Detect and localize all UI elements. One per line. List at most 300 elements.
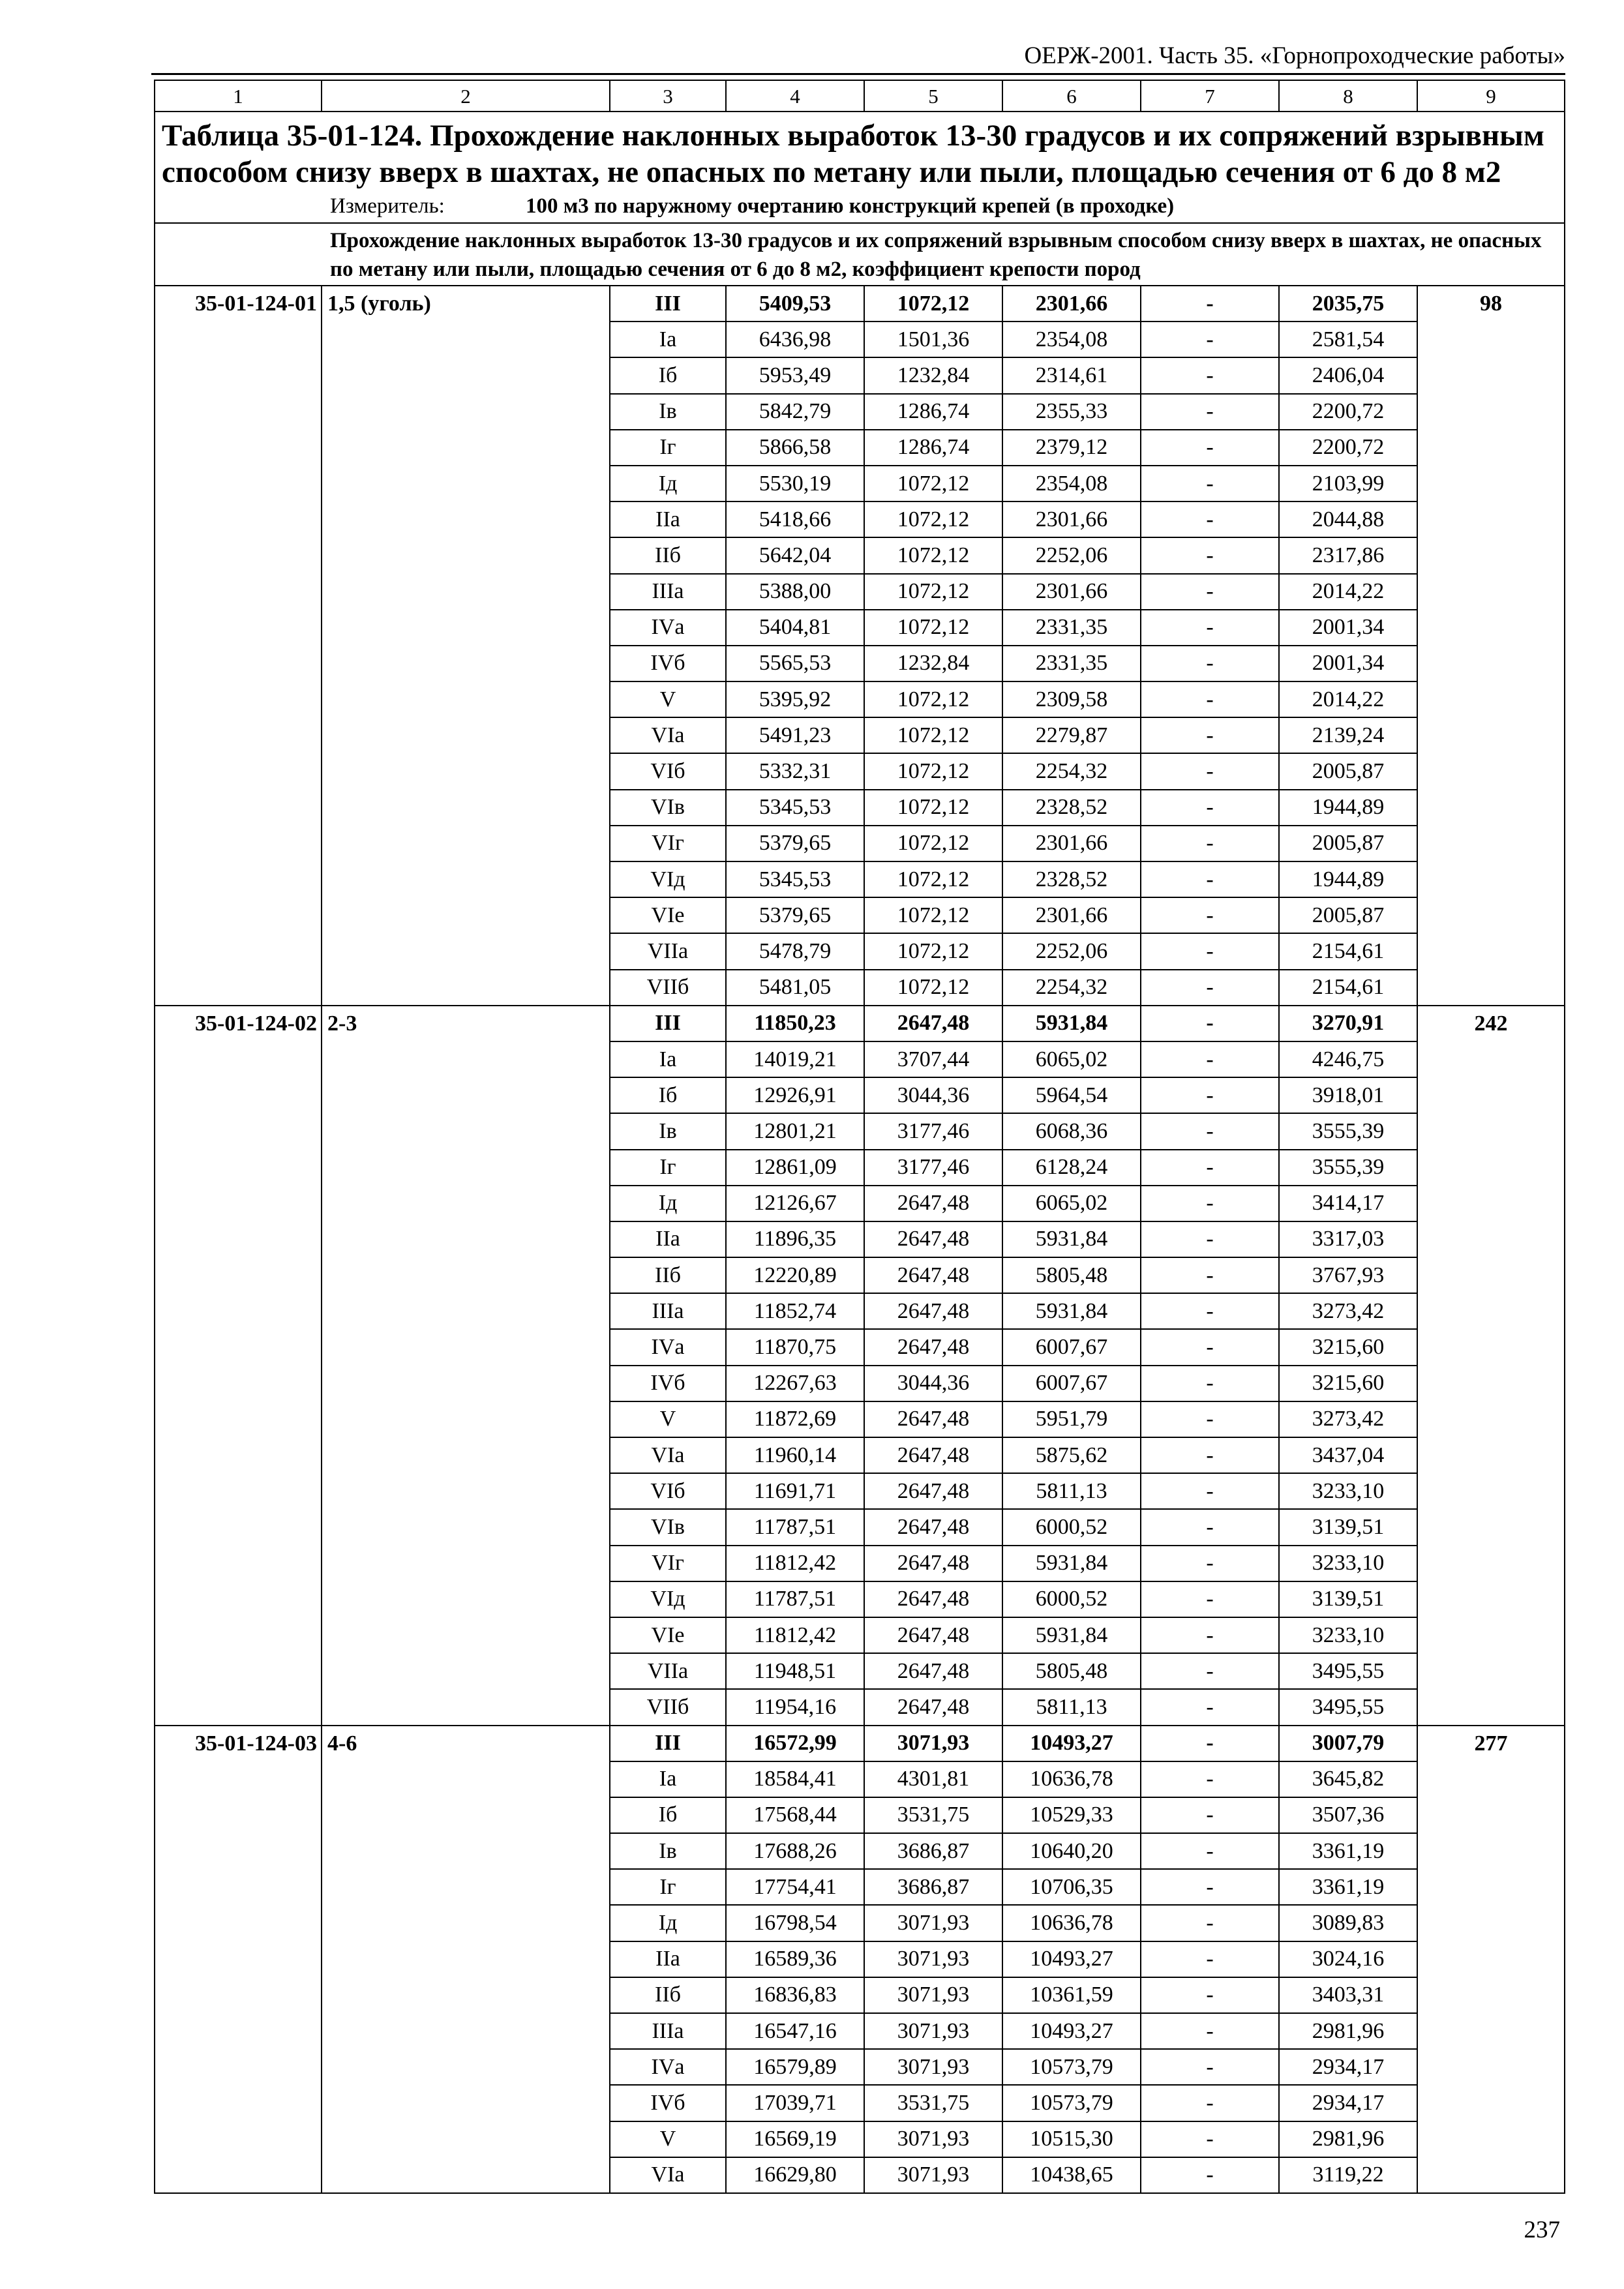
- machine-cost: 2354,08: [1002, 322, 1141, 357]
- machine-cost: 10515,30: [1002, 2121, 1141, 2157]
- driver-wage: -: [1141, 1509, 1279, 1545]
- driver-wage: -: [1141, 790, 1279, 826]
- direct-cost: 11850,23: [726, 1006, 864, 1041]
- machine-cost: 10529,33: [1002, 1797, 1141, 1833]
- region-code: III: [610, 1726, 726, 1761]
- region-code: IIб: [610, 1977, 726, 2013]
- region-code: VIб: [610, 753, 726, 789]
- direct-cost: 5379,65: [726, 897, 864, 933]
- material-cost: 3215,60: [1279, 1366, 1417, 1401]
- material-cost: 2001,34: [1279, 610, 1417, 646]
- region-code: Iб: [610, 357, 726, 393]
- material-cost: 2934,17: [1279, 2049, 1417, 2085]
- machine-cost: 5931,84: [1002, 1293, 1141, 1329]
- direct-cost: 5491,23: [726, 717, 864, 753]
- material-cost: 3918,01: [1279, 1077, 1417, 1113]
- driver-wage: -: [1141, 646, 1279, 681]
- measure-label: Измеритель:: [330, 194, 445, 218]
- region-code: Iв: [610, 394, 726, 430]
- labor-cost: 4301,81: [864, 1761, 1002, 1797]
- driver-wage: -: [1141, 2085, 1279, 2121]
- direct-cost: 11812,42: [726, 1546, 864, 1581]
- machine-cost: 10706,35: [1002, 1869, 1141, 1905]
- region-code: Iа: [610, 1761, 726, 1797]
- table-row: [155, 1006, 1565, 1041]
- table-title: Таблица 35-01-124. Прохождение наклонных выработок 13-30 градусов и их сопряжений взрывным способом снизу вверх в шахтах, не опасных по метану или пыли, площадью сечения от 6 до 8 м2: [162, 119, 1544, 189]
- labor-cost: 3071,93: [864, 1941, 1002, 1977]
- driver-wage: -: [1141, 537, 1279, 573]
- direct-cost: 12267,63: [726, 1366, 864, 1401]
- driver-wage: -: [1141, 717, 1279, 753]
- material-cost: 3414,17: [1279, 1186, 1417, 1221]
- region-code: VIIб: [610, 1689, 726, 1725]
- labor-cost: 3071,93: [864, 1726, 1002, 1761]
- machine-cost: 2328,52: [1002, 790, 1141, 826]
- direct-cost: 16572,99: [726, 1726, 864, 1761]
- material-cost: 2005,87: [1279, 753, 1417, 789]
- column-number: 3: [610, 80, 726, 112]
- direct-cost: 5345,53: [726, 861, 864, 897]
- driver-wage: -: [1141, 2013, 1279, 2049]
- material-cost: 3089,83: [1279, 1905, 1417, 1941]
- driver-wage: -: [1141, 1113, 1279, 1149]
- region-code: Iв: [610, 1113, 726, 1149]
- rock-hardness: 4-6: [322, 1726, 610, 2193]
- material-cost: 3555,39: [1279, 1113, 1417, 1149]
- material-cost: 2035,75: [1279, 286, 1417, 322]
- machine-cost: 10640,20: [1002, 1833, 1141, 1869]
- labor-cost: 2647,48: [864, 1401, 1002, 1437]
- driver-wage: -: [1141, 861, 1279, 897]
- region-code: IVб: [610, 646, 726, 681]
- machine-cost: 6128,24: [1002, 1150, 1141, 1186]
- region-code: IIб: [610, 537, 726, 573]
- region-code: Iг: [610, 1150, 726, 1186]
- region-code: VIе: [610, 897, 726, 933]
- material-cost: 3007,79: [1279, 1726, 1417, 1761]
- region-code: IIIа: [610, 574, 726, 610]
- driver-wage: -: [1141, 1150, 1279, 1186]
- machine-cost: 10493,27: [1002, 1941, 1141, 1977]
- section-title: Прохождение наклонных выработок 13-30 градусов и их сопряжений взрывным способом снизу вверх в шахтах, не опасных по метану или пыли, площадью сечения от 6 до 8 м2, коэффициент крепости пород: [155, 223, 1565, 286]
- direct-cost: 5642,04: [726, 537, 864, 573]
- labor-cost: 3686,87: [864, 1833, 1002, 1869]
- direct-cost: 11691,71: [726, 1473, 864, 1509]
- machine-cost: 6007,67: [1002, 1329, 1141, 1365]
- direct-cost: 16798,54: [726, 1905, 864, 1941]
- direct-cost: 16629,80: [726, 2157, 864, 2193]
- machine-cost: 2328,52: [1002, 861, 1141, 897]
- direct-cost: 5530,19: [726, 466, 864, 501]
- driver-wage: -: [1141, 430, 1279, 466]
- region-code: Iб: [610, 1797, 726, 1833]
- machine-cost: 5805,48: [1002, 1257, 1141, 1293]
- direct-cost: 5409,53: [726, 286, 864, 322]
- machine-cost: 5951,79: [1002, 1401, 1141, 1437]
- direct-cost: 5404,81: [726, 610, 864, 646]
- direct-cost: 12220,89: [726, 1257, 864, 1293]
- region-code: Iа: [610, 322, 726, 357]
- driver-wage: -: [1141, 1977, 1279, 2013]
- machine-cost: 10636,78: [1002, 1905, 1141, 1941]
- region-code: V: [610, 2121, 726, 2157]
- material-cost: 3645,82: [1279, 1761, 1417, 1797]
- labor-cost: 2647,48: [864, 1617, 1002, 1653]
- labor-cost: 3071,93: [864, 1905, 1002, 1941]
- driver-wage: -: [1141, 322, 1279, 357]
- material-cost: 2014,22: [1279, 681, 1417, 717]
- driver-wage: -: [1141, 1581, 1279, 1617]
- region-code: III: [610, 286, 726, 322]
- labor-cost: 2647,48: [864, 1509, 1002, 1545]
- material-cost: 3233,10: [1279, 1617, 1417, 1653]
- material-cost: 3139,51: [1279, 1509, 1417, 1545]
- region-code: IVб: [610, 2085, 726, 2121]
- direct-cost: 14019,21: [726, 1041, 864, 1077]
- region-code: Iв: [610, 1833, 726, 1869]
- material-cost: 3495,55: [1279, 1689, 1417, 1725]
- machine-cost: 6007,67: [1002, 1366, 1141, 1401]
- machine-cost: 2314,61: [1002, 357, 1141, 393]
- region-code: Iд: [610, 466, 726, 501]
- labor-cost: 2647,48: [864, 1221, 1002, 1257]
- machine-cost: 2301,66: [1002, 897, 1141, 933]
- column-number: 5: [864, 80, 1002, 112]
- direct-cost: 5395,92: [726, 681, 864, 717]
- labor-cost: 1072,12: [864, 970, 1002, 1006]
- driver-wage: -: [1141, 2049, 1279, 2085]
- table-row: [155, 1726, 1565, 1761]
- labor-cost: 3044,36: [864, 1366, 1002, 1401]
- material-cost: 2001,34: [1279, 646, 1417, 681]
- driver-wage: -: [1141, 1653, 1279, 1689]
- labor-cost: 2647,48: [864, 1653, 1002, 1689]
- direct-cost: 5481,05: [726, 970, 864, 1006]
- material-cost: 1944,89: [1279, 861, 1417, 897]
- machine-cost: 2309,58: [1002, 681, 1141, 717]
- driver-wage: -: [1141, 1797, 1279, 1833]
- region-code: IVа: [610, 610, 726, 646]
- direct-cost: 11852,74: [726, 1293, 864, 1329]
- direct-cost: 17039,71: [726, 2085, 864, 2121]
- material-cost: 3139,51: [1279, 1581, 1417, 1617]
- material-cost: 3361,19: [1279, 1869, 1417, 1905]
- material-cost: 3233,10: [1279, 1546, 1417, 1581]
- rates-table: [154, 80, 1565, 2194]
- driver-wage: -: [1141, 1186, 1279, 1221]
- region-code: IVб: [610, 1366, 726, 1401]
- machine-cost: 2331,35: [1002, 610, 1141, 646]
- machine-cost: 5931,84: [1002, 1006, 1141, 1041]
- labor-cost: 1232,84: [864, 646, 1002, 681]
- labor-cost: 3531,75: [864, 1797, 1002, 1833]
- rock-hardness: 2-3: [322, 1006, 610, 1726]
- direct-cost: 11787,51: [726, 1581, 864, 1617]
- labor-cost: 2647,48: [864, 1293, 1002, 1329]
- material-cost: 4246,75: [1279, 1041, 1417, 1077]
- material-cost: 2044,88: [1279, 501, 1417, 537]
- driver-wage: -: [1141, 1041, 1279, 1077]
- labor-cost: 1072,12: [864, 790, 1002, 826]
- region-code: VIд: [610, 861, 726, 897]
- rock-hardness: 1,5 (уголь): [322, 286, 610, 1006]
- driver-wage: -: [1141, 1726, 1279, 1761]
- region-code: VIв: [610, 1509, 726, 1545]
- material-cost: 3555,39: [1279, 1150, 1417, 1186]
- labor-cost: 1072,12: [864, 717, 1002, 753]
- direct-cost: 17688,26: [726, 1833, 864, 1869]
- machine-cost: 5811,13: [1002, 1473, 1141, 1509]
- direct-cost: 5332,31: [726, 753, 864, 789]
- driver-wage: -: [1141, 681, 1279, 717]
- machine-cost: 5931,84: [1002, 1221, 1141, 1257]
- direct-cost: 11872,69: [726, 1401, 864, 1437]
- machine-cost: 2252,06: [1002, 933, 1141, 969]
- direct-cost: 12126,67: [726, 1186, 864, 1221]
- region-code: VIв: [610, 790, 726, 826]
- region-code: IIб: [610, 1257, 726, 1293]
- direct-cost: 11960,14: [726, 1437, 864, 1473]
- material-cost: 3361,19: [1279, 1833, 1417, 1869]
- labor-cost: 1286,74: [864, 394, 1002, 430]
- direct-cost: 18584,41: [726, 1761, 864, 1797]
- labor-cost: 1072,12: [864, 897, 1002, 933]
- machine-cost: 5964,54: [1002, 1077, 1141, 1113]
- labor-cost: 2647,48: [864, 1689, 1002, 1725]
- driver-wage: -: [1141, 1293, 1279, 1329]
- driver-wage: -: [1141, 286, 1279, 322]
- direct-cost: 16569,19: [726, 2121, 864, 2157]
- running-header: ОЕРЖ-2001. Часть 35. «Горнопроходческие работы»: [1024, 42, 1565, 69]
- direct-cost: 17568,44: [726, 1797, 864, 1833]
- machine-cost: 2354,08: [1002, 466, 1141, 501]
- material-cost: 2005,87: [1279, 826, 1417, 861]
- machine-cost: 10493,27: [1002, 2013, 1141, 2049]
- labor-cost: 3177,46: [864, 1113, 1002, 1149]
- driver-wage: -: [1141, 394, 1279, 430]
- labor-cost: 3044,36: [864, 1077, 1002, 1113]
- direct-cost: 5388,00: [726, 574, 864, 610]
- machine-cost: 6065,02: [1002, 1186, 1141, 1221]
- labor-cost: 3071,93: [864, 2013, 1002, 2049]
- material-cost: 3270,91: [1279, 1006, 1417, 1041]
- labor-cost: 3686,87: [864, 1869, 1002, 1905]
- driver-wage: -: [1141, 970, 1279, 1006]
- measure-row: [155, 194, 1565, 223]
- machine-cost: 2301,66: [1002, 574, 1141, 610]
- direct-cost: 16589,36: [726, 1941, 864, 1977]
- labor-hours: 277: [1417, 1726, 1565, 2193]
- driver-wage: -: [1141, 1473, 1279, 1509]
- rate-code: 35-01-124-02: [155, 1006, 322, 1726]
- driver-wage: -: [1141, 1689, 1279, 1725]
- labor-cost: 1072,12: [864, 826, 1002, 861]
- column-number: 4: [726, 80, 864, 112]
- region-code: VIе: [610, 1617, 726, 1653]
- region-code: Iа: [610, 1041, 726, 1077]
- driver-wage: -: [1141, 1437, 1279, 1473]
- labor-cost: 1072,12: [864, 286, 1002, 322]
- region-code: VIIа: [610, 933, 726, 969]
- direct-cost: 6436,98: [726, 322, 864, 357]
- labor-cost: 1286,74: [864, 430, 1002, 466]
- material-cost: 2103,99: [1279, 466, 1417, 501]
- region-code: IIа: [610, 1221, 726, 1257]
- direct-cost: 5565,53: [726, 646, 864, 681]
- driver-wage: -: [1141, 610, 1279, 646]
- region-code: VIIа: [610, 1653, 726, 1689]
- table-row: [155, 286, 1565, 322]
- driver-wage: -: [1141, 1006, 1279, 1041]
- direct-cost: 11954,16: [726, 1689, 864, 1725]
- material-cost: 2934,17: [1279, 2085, 1417, 2121]
- column-number: 8: [1279, 80, 1417, 112]
- machine-cost: 6000,52: [1002, 1581, 1141, 1617]
- labor-cost: 3707,44: [864, 1041, 1002, 1077]
- direct-cost: 17754,41: [726, 1869, 864, 1905]
- title-row: [155, 112, 1565, 194]
- region-code: VIг: [610, 826, 726, 861]
- machine-cost: 10361,59: [1002, 1977, 1141, 2013]
- driver-wage: -: [1141, 357, 1279, 393]
- driver-wage: -: [1141, 1833, 1279, 1869]
- direct-cost: 12801,21: [726, 1113, 864, 1149]
- driver-wage: -: [1141, 1546, 1279, 1581]
- column-number: 7: [1141, 80, 1279, 112]
- labor-cost: 1232,84: [864, 357, 1002, 393]
- material-cost: 2981,96: [1279, 2121, 1417, 2157]
- section-row: [155, 223, 1565, 286]
- machine-cost: 2331,35: [1002, 646, 1141, 681]
- labor-cost: 2647,48: [864, 1186, 1002, 1221]
- material-cost: 3495,55: [1279, 1653, 1417, 1689]
- measure-value: 100 м3 по наружному очертанию конструкций крепей (в проходке): [526, 194, 1175, 218]
- page-number: 237: [1524, 2217, 1560, 2243]
- machine-cost: 5805,48: [1002, 1653, 1141, 1689]
- material-cost: 2005,87: [1279, 897, 1417, 933]
- material-cost: 2981,96: [1279, 2013, 1417, 2049]
- labor-cost: 1072,12: [864, 753, 1002, 789]
- region-code: VIд: [610, 1581, 726, 1617]
- labor-hours: 242: [1417, 1006, 1565, 1726]
- column-number: 2: [322, 80, 610, 112]
- machine-cost: 5811,13: [1002, 1689, 1141, 1725]
- region-code: VIб: [610, 1473, 726, 1509]
- machine-cost: 2301,66: [1002, 501, 1141, 537]
- labor-cost: 1072,12: [864, 501, 1002, 537]
- driver-wage: -: [1141, 753, 1279, 789]
- region-code: Iг: [610, 430, 726, 466]
- labor-cost: 1501,36: [864, 322, 1002, 357]
- rate-code: 35-01-124-01: [155, 286, 322, 1006]
- direct-cost: 16836,83: [726, 1977, 864, 2013]
- driver-wage: -: [1141, 1077, 1279, 1113]
- material-cost: 3507,36: [1279, 1797, 1417, 1833]
- material-cost: 2014,22: [1279, 574, 1417, 610]
- material-cost: 3403,31: [1279, 1977, 1417, 2013]
- machine-cost: 2355,33: [1002, 394, 1141, 430]
- labor-cost: 1072,12: [864, 466, 1002, 501]
- material-cost: 2154,61: [1279, 933, 1417, 969]
- driver-wage: -: [1141, 1221, 1279, 1257]
- region-code: IIIа: [610, 1293, 726, 1329]
- driver-wage: -: [1141, 1257, 1279, 1293]
- direct-cost: 11812,42: [726, 1617, 864, 1653]
- machine-cost: 5931,84: [1002, 1546, 1141, 1581]
- labor-cost: 2647,48: [864, 1546, 1002, 1581]
- driver-wage: -: [1141, 897, 1279, 933]
- material-cost: 3437,04: [1279, 1437, 1417, 1473]
- labor-cost: 1072,12: [864, 610, 1002, 646]
- material-cost: 2139,24: [1279, 717, 1417, 753]
- driver-wage: -: [1141, 574, 1279, 610]
- machine-cost: 10493,27: [1002, 1726, 1141, 1761]
- machine-cost: 6068,36: [1002, 1113, 1141, 1149]
- rate-code: 35-01-124-03: [155, 1726, 322, 2193]
- column-number-row: [155, 80, 1565, 112]
- material-cost: 3767,93: [1279, 1257, 1417, 1293]
- direct-cost: 12861,09: [726, 1150, 864, 1186]
- machine-cost: 2301,66: [1002, 826, 1141, 861]
- region-code: IIа: [610, 1941, 726, 1977]
- direct-cost: 11787,51: [726, 1509, 864, 1545]
- region-code: V: [610, 1401, 726, 1437]
- machine-cost: 6065,02: [1002, 1041, 1141, 1077]
- machine-cost: 2254,32: [1002, 970, 1141, 1006]
- driver-wage: -: [1141, 1941, 1279, 1977]
- material-cost: 2317,86: [1279, 537, 1417, 573]
- machine-cost: 2279,87: [1002, 717, 1141, 753]
- driver-wage: -: [1141, 1617, 1279, 1653]
- column-number: 1: [155, 80, 322, 112]
- machine-cost: 5931,84: [1002, 1617, 1141, 1653]
- region-code: VIг: [610, 1546, 726, 1581]
- driver-wage: -: [1141, 2157, 1279, 2193]
- column-number: 9: [1417, 80, 1565, 112]
- driver-wage: -: [1141, 1761, 1279, 1797]
- material-cost: 2200,72: [1279, 430, 1417, 466]
- material-cost: 1944,89: [1279, 790, 1417, 826]
- region-code: IVа: [610, 1329, 726, 1365]
- material-cost: 3317,03: [1279, 1221, 1417, 1257]
- direct-cost: 5866,58: [726, 430, 864, 466]
- driver-wage: -: [1141, 826, 1279, 861]
- labor-cost: 1072,12: [864, 861, 1002, 897]
- region-code: Iд: [610, 1905, 726, 1941]
- labor-cost: 2647,48: [864, 1581, 1002, 1617]
- direct-cost: 12926,91: [726, 1077, 864, 1113]
- machine-cost: 10636,78: [1002, 1761, 1141, 1797]
- region-code: VIа: [610, 717, 726, 753]
- region-code: IIIа: [610, 2013, 726, 2049]
- driver-wage: -: [1141, 933, 1279, 969]
- region-code: V: [610, 681, 726, 717]
- direct-cost: 5478,79: [726, 933, 864, 969]
- column-number: 6: [1002, 80, 1141, 112]
- driver-wage: -: [1141, 2121, 1279, 2157]
- labor-cost: 3071,93: [864, 2157, 1002, 2193]
- driver-wage: -: [1141, 466, 1279, 501]
- direct-cost: 5953,49: [726, 357, 864, 393]
- labor-cost: 2647,48: [864, 1473, 1002, 1509]
- direct-cost: 5345,53: [726, 790, 864, 826]
- driver-wage: -: [1141, 1366, 1279, 1401]
- driver-wage: -: [1141, 501, 1279, 537]
- labor-cost: 2647,48: [864, 1329, 1002, 1365]
- labor-cost: 2647,48: [864, 1437, 1002, 1473]
- labor-cost: 1072,12: [864, 681, 1002, 717]
- header-rule: [151, 73, 1565, 75]
